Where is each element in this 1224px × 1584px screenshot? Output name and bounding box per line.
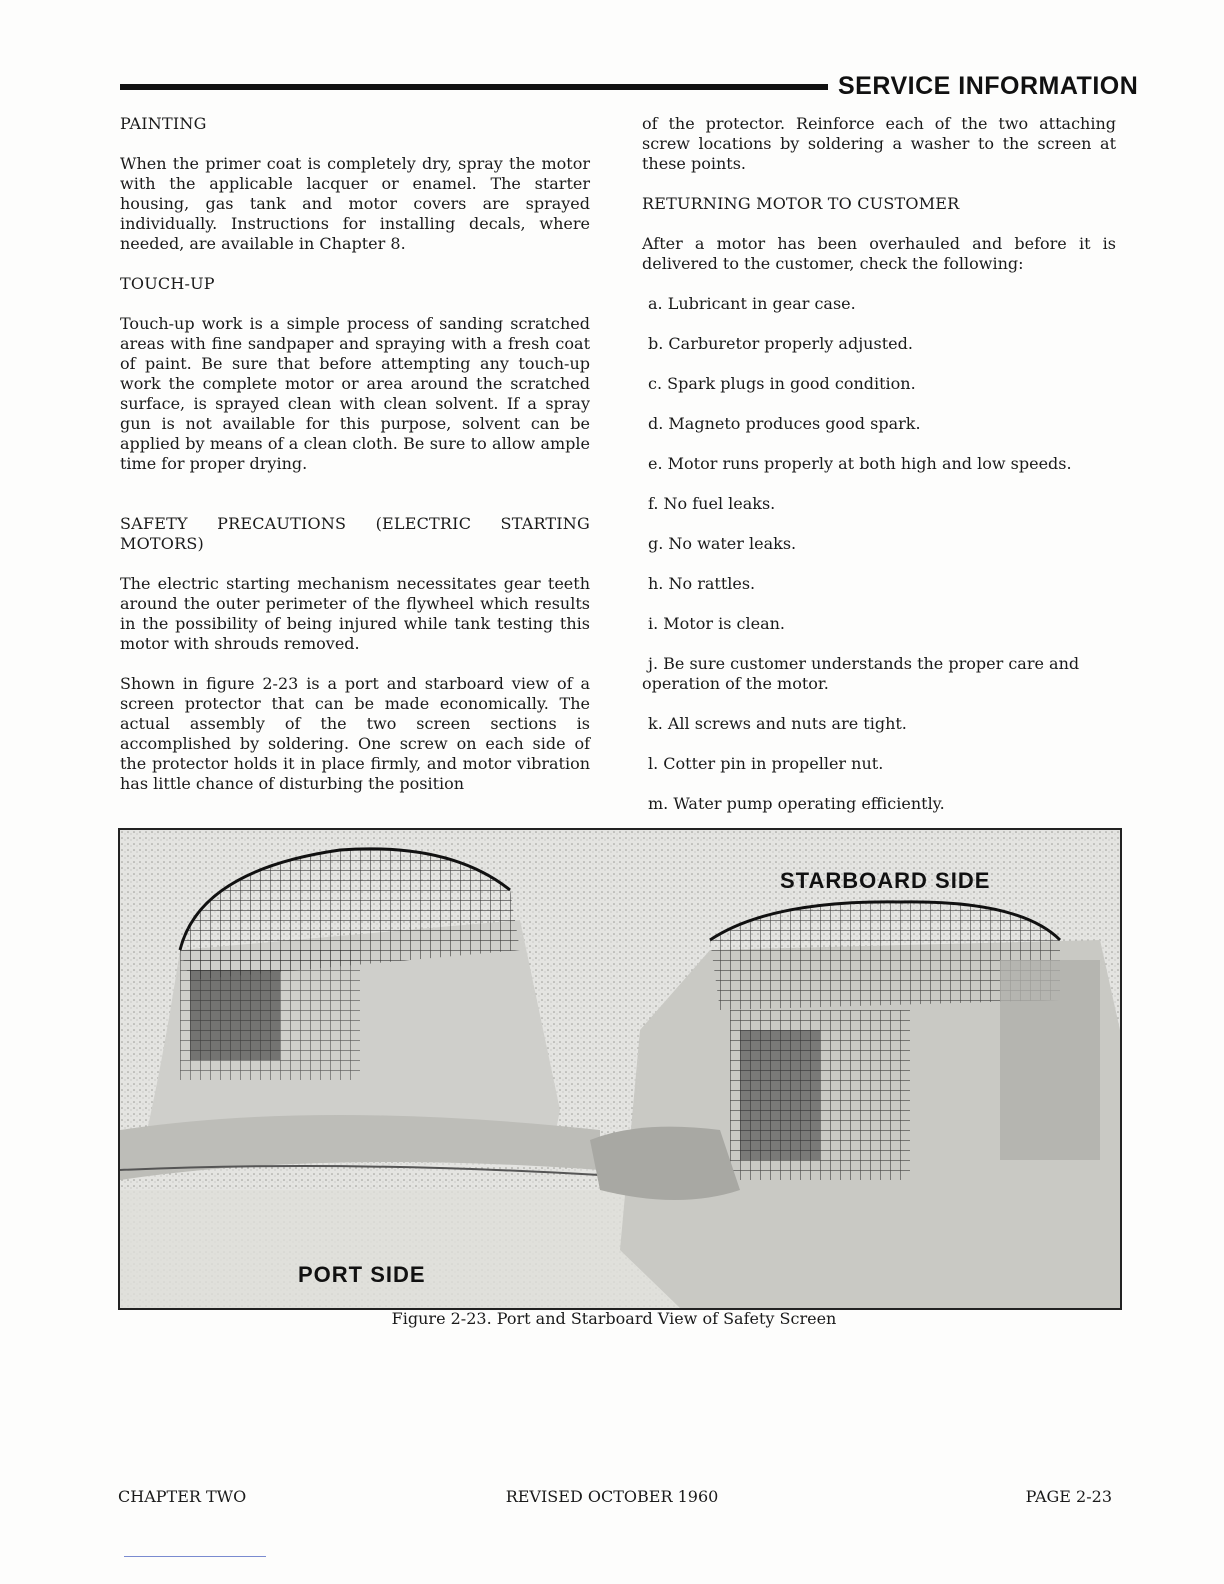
left-column xyxy=(120,114,590,814)
checklist-item-g: g. No water leaks. xyxy=(648,534,797,553)
footer-page-number: PAGE 2-23 xyxy=(1025,1487,1112,1506)
checklist-item-d: d. Magneto produces good spark. xyxy=(648,414,921,433)
safety-body-2: Shown in figure 2-23 is a port and starboard view of a screen protector that can be made economically. The actual assembly of the two screen sections is accomplished by soldering. One screw on each side of the protector holds it in place firmly, and motor vibration has little chance of disturbing the position xyxy=(120,674,590,793)
footer-chapter: CHAPTER TWO xyxy=(118,1487,247,1506)
checklist-item-b: b. Carburetor properly adjusted. xyxy=(648,334,913,353)
touch-up-heading: TOUCH-UP xyxy=(120,274,215,293)
checklist-item-h: h. No rattles. xyxy=(648,574,756,593)
painting-heading: PAINTING xyxy=(120,114,207,133)
checklist-item-i: i. Motor is clean. xyxy=(648,614,785,633)
port-side-label: PORT SIDE xyxy=(298,1262,426,1287)
checklist-item-m: m. Water pump operating efficiently. xyxy=(648,794,945,813)
checklist-item-k: k. All screws and nuts are tight. xyxy=(648,714,907,733)
right-column xyxy=(642,114,1116,834)
safety-heading: SAFETY PRECAUTIONS (ELECTRIC STARTING MOTORS) xyxy=(120,514,590,553)
page-section-title: SERVICE INFORMATION xyxy=(838,72,1139,100)
checklist-item-a: a. Lubricant in gear case. xyxy=(648,294,856,313)
safety-body-1: The electric starting mechanism necessitates gear teeth around the outer perimeter of the flywheel which results in the possibility of being injured while tank testing this motor with shrouds removed. xyxy=(120,574,590,653)
scan-artifact-line xyxy=(124,1556,266,1557)
checklist-item-c: c. Spark plugs in good condition. xyxy=(648,374,916,393)
footer-revised: REVISED OCTOBER 1960 xyxy=(505,1487,719,1506)
checklist-item-f: f. No fuel leaks. xyxy=(648,494,776,513)
touch-up-body: Touch-up work is a simple process of sanding scratched areas with fine sandpaper and spraying with a fresh coat of paint. Be sure that before attempting any touch-up work the complete motor or area around the scratched surface, is sprayed clean with clean solvent. If a spray gun is not available for this purpose, solvent can be applied by means of a clean cloth. Be sure to allow ample time for proper drying. xyxy=(120,314,590,473)
figure-caption: Figure 2-23. Port and Starboard View of Safety Screen xyxy=(391,1309,837,1328)
header-rule xyxy=(120,84,828,90)
painting-body: When the primer coat is completely dry, spray the motor with the applicable lacquer or enamel. The starter housing, gas tank and motor covers are sprayed individually. Instructions for installing decals, where needed, are available in Chapter 8. xyxy=(120,154,590,253)
figure-safety-screen xyxy=(118,828,1122,1310)
starboard-side-label: STARBOARD SIDE xyxy=(780,868,991,893)
motor-photo-illustration xyxy=(120,830,1120,1308)
checklist-item-e: e. Motor runs properly at both high and low speeds. xyxy=(648,454,1072,473)
protector-continuation: of the protector. Reinforce each of the two attaching screw locations by soldering a washer to the screen at these points. xyxy=(642,114,1116,173)
checklist-item-l: l. Cotter pin in propeller nut. xyxy=(648,754,884,773)
returning-intro: After a motor has been overhauled and before it is delivered to the customer, check the following: xyxy=(642,234,1116,273)
returning-heading: RETURNING MOTOR TO CUSTOMER xyxy=(642,194,960,213)
checklist-item-j: j. Be sure customer understands the proper care and operation of the motor. xyxy=(642,654,1080,693)
